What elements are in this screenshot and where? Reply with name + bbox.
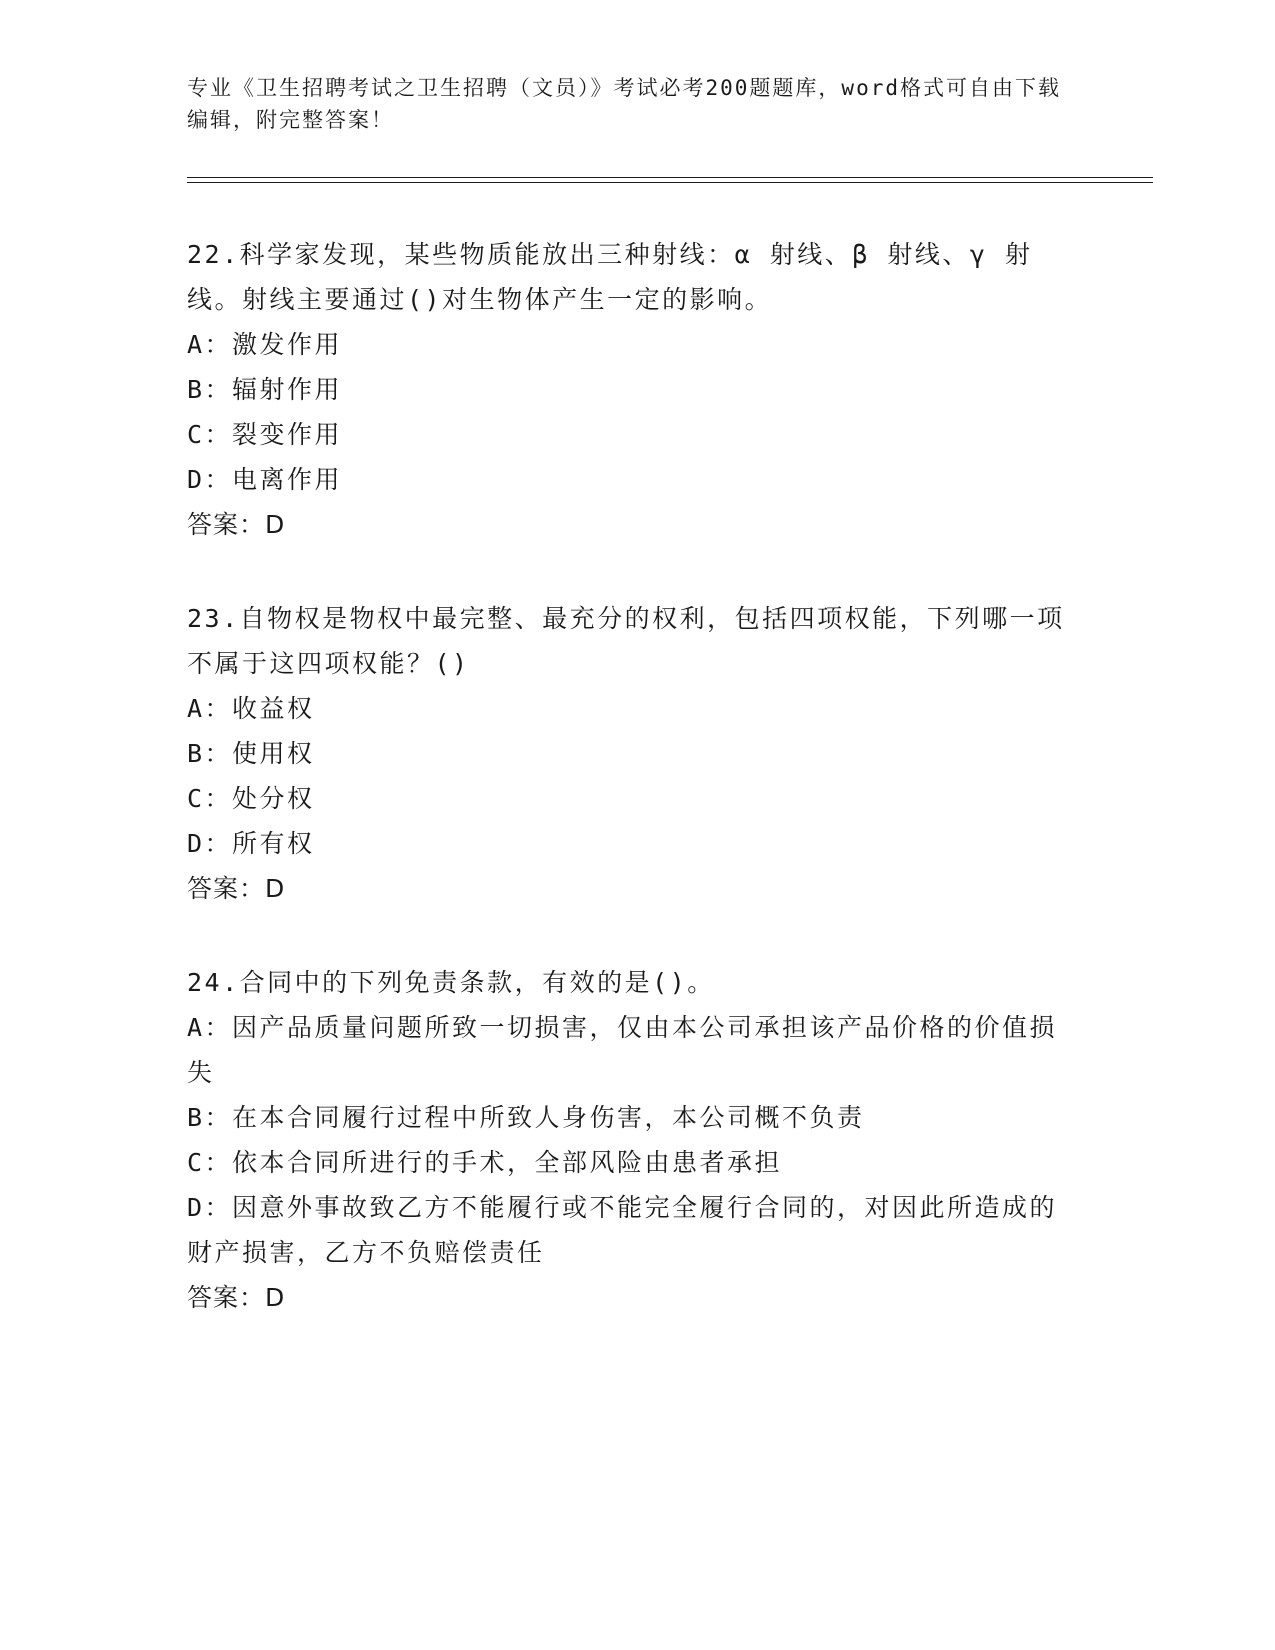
header-divider-bottom — [187, 182, 1153, 183]
option-c: C：依本合同所进行的手术，全部风险由患者承担 — [187, 1148, 783, 1177]
question-stem: 24.合同中的下列免责条款，有效的是()。 — [187, 968, 715, 997]
answer: 答案：D — [187, 510, 286, 539]
option-c: C：裂变作用 — [187, 420, 343, 449]
question-stem: 23.自物权是物权中最完整、最充分的权利，包括四项权能，下列哪一项不属于这四项权能？() — [187, 604, 1065, 678]
question-stem: 22.科学家发现，某些物质能放出三种射线：α 射线、β 射线、γ 射线。射线主要通过()对生物体产生一定的影响。 — [187, 240, 1033, 314]
option-d: D：电离作用 — [187, 465, 343, 494]
option-b: B：辐射作用 — [187, 375, 343, 404]
question-23 — [187, 596, 1067, 911]
option-b: B：使用权 — [187, 739, 315, 768]
answer: 答案：D — [187, 874, 286, 903]
question-22 — [187, 232, 1067, 547]
option-d: D：因意外事故致乙方不能履行或不能完全履行合同的，对因此所造成的财产损害，乙方不负赔偿责任 — [187, 1193, 1058, 1267]
question-24 — [187, 960, 1067, 1320]
option-a: A：收益权 — [187, 694, 315, 723]
option-b: B：在本合同履行过程中所致人身伤害，本公司概不负责 — [187, 1103, 865, 1132]
document-header: 专业《卫生招聘考试之卫生招聘（文员）》考试必考200题题库，word格式可自由下载编辑，附完整答案！ — [187, 76, 1061, 132]
header-divider-top — [187, 177, 1153, 178]
option-a: A：因产品质量问题所致一切损害，仅由本公司承担该产品价格的价值损失 — [187, 1013, 1058, 1087]
answer: 答案：D — [187, 1283, 286, 1312]
option-c: C：处分权 — [187, 784, 315, 813]
option-a: A：激发作用 — [187, 330, 343, 359]
option-d: D：所有权 — [187, 829, 315, 858]
